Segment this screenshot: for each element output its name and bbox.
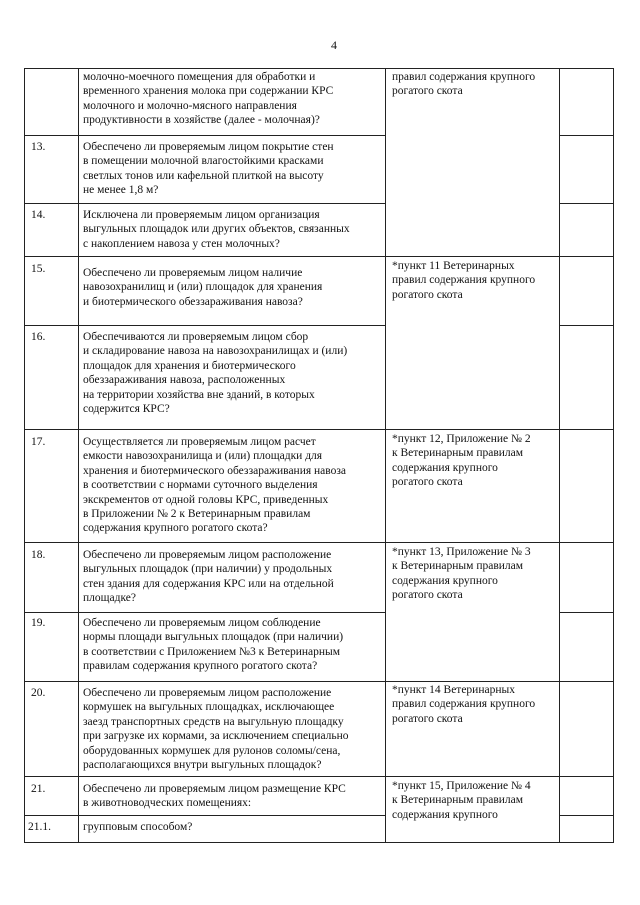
row-question: Осуществляется ли проверяемым лицом расчет емкости навозохранилища и (или) площадки для хранения и биотермического обеззараживания навоза в соответствии с нормами суточного выделения экскрементов от одной головы КРС, приведенных в Приложении № 2 к Ветеринарным правилам содержания крупного рогатого скота? [83, 436, 347, 535]
row-number: 20. [31, 687, 46, 699]
row-number: 19. [31, 617, 46, 629]
row-question: Обеспечено ли проверяемым лицом наличие навозохранилищ и (или) площадок для хранения и биотермического обеззараживания навоза? [83, 267, 323, 308]
column-divider-2 [385, 68, 386, 843]
row-number: 13. [31, 141, 46, 153]
row-number: 17. [31, 436, 46, 448]
row-question: Обеспечиваются ли проверяемым лицом сбор и складирование навоза на навозохранилищах и (или) площадок для хранения и биотермического обеззараживания навоза, расположенных на территории хозяйства вне зданий, в которых содержится КРС? [83, 331, 348, 416]
page-number: 4 [331, 38, 337, 52]
row-question: Обеспечено ли проверяемым лицом расположение выгульных площадок (при наличии) у продольных стен здания для содержания КРС или на отдельной площадке? [83, 549, 334, 605]
row-question: Обеспечено ли проверяемым лицом соблюдение нормы площади выгульных площадок (при наличии) в соответствии с Приложением №3 к Ветеринарным правилам содержания крупного рогатого скота? [83, 617, 344, 673]
row-divider [559, 135, 614, 136]
row-number: 21. [31, 783, 46, 795]
row-number: 14. [31, 209, 46, 221]
table-border-top [24, 68, 614, 69]
table-border-bottom [24, 842, 614, 843]
row-divider [559, 325, 614, 326]
row-divider [24, 256, 614, 257]
row-reference: *пункт 13, Приложение № 3 к Ветеринарным правилам содержания крупного рогатого скота [392, 546, 531, 602]
row-reference: *пункт 12, Приложение № 2 к Ветеринарным правилам содержания крупного рогатого скота [392, 433, 531, 489]
row-divider [559, 612, 614, 613]
row-reference: *пункт 15, Приложение № 4 к Ветеринарным правилам содержания крупного [392, 780, 531, 821]
row-divider [24, 325, 386, 326]
row-question: Обеспечено ли проверяемым лицом расположение кормушек на выгульных площадках, исключающее заезд транспортных средств на выгульную площадку при загрузке их кормами, за исключением специально оборудованных кормушек для рулонов соломы/сена, располагающихся внутри выгульных площадок? [83, 687, 349, 772]
row-number: 15. [31, 263, 46, 275]
column-divider-1 [78, 68, 79, 843]
row-reference: правил содержания крупного рогатого скота [392, 71, 536, 98]
row-divider [559, 203, 614, 204]
row-divider [24, 612, 386, 613]
row-reference: *пункт 11 Ветеринарных правил содержания крупного рогатого скота [392, 260, 536, 301]
row-divider [24, 429, 614, 430]
row-number: 16. [31, 331, 46, 343]
row-question: молочно-моечного помещения для обработки и временного хранения молока при содержании КРС молочного и молочно-мясного направления продуктивности в хозяйстве (далее - молочная)? [83, 71, 334, 127]
row-divider [24, 135, 386, 136]
row-number: 18. [31, 549, 46, 561]
row-number: 21.1. [28, 821, 51, 833]
row-divider [24, 776, 614, 777]
row-question: групповым способом? [83, 821, 193, 833]
table-border-right [613, 68, 614, 843]
row-divider [24, 203, 386, 204]
row-reference: *пункт 14 Ветеринарных правил содержания крупного рогатого скота [392, 684, 536, 725]
row-divider [24, 681, 614, 682]
row-question: Обеспечено ли проверяемым лицом размещение КРС в животноводческих помещениях: [83, 783, 346, 810]
row-question: Исключена ли проверяемым лицом организация выгульных площадок или других объектов, связанных с накоплением навоза у стен молочных? [83, 209, 350, 250]
table-border-left [24, 68, 25, 843]
row-question: Обеспечено ли проверяемым лицом покрытие стен в помещении молочной влагостойкими красками светлых тонов или кафельной плиткой на высоту не менее 1,8 м? [83, 141, 334, 197]
row-divider [24, 815, 386, 816]
row-divider [559, 815, 614, 816]
row-divider [24, 542, 614, 543]
